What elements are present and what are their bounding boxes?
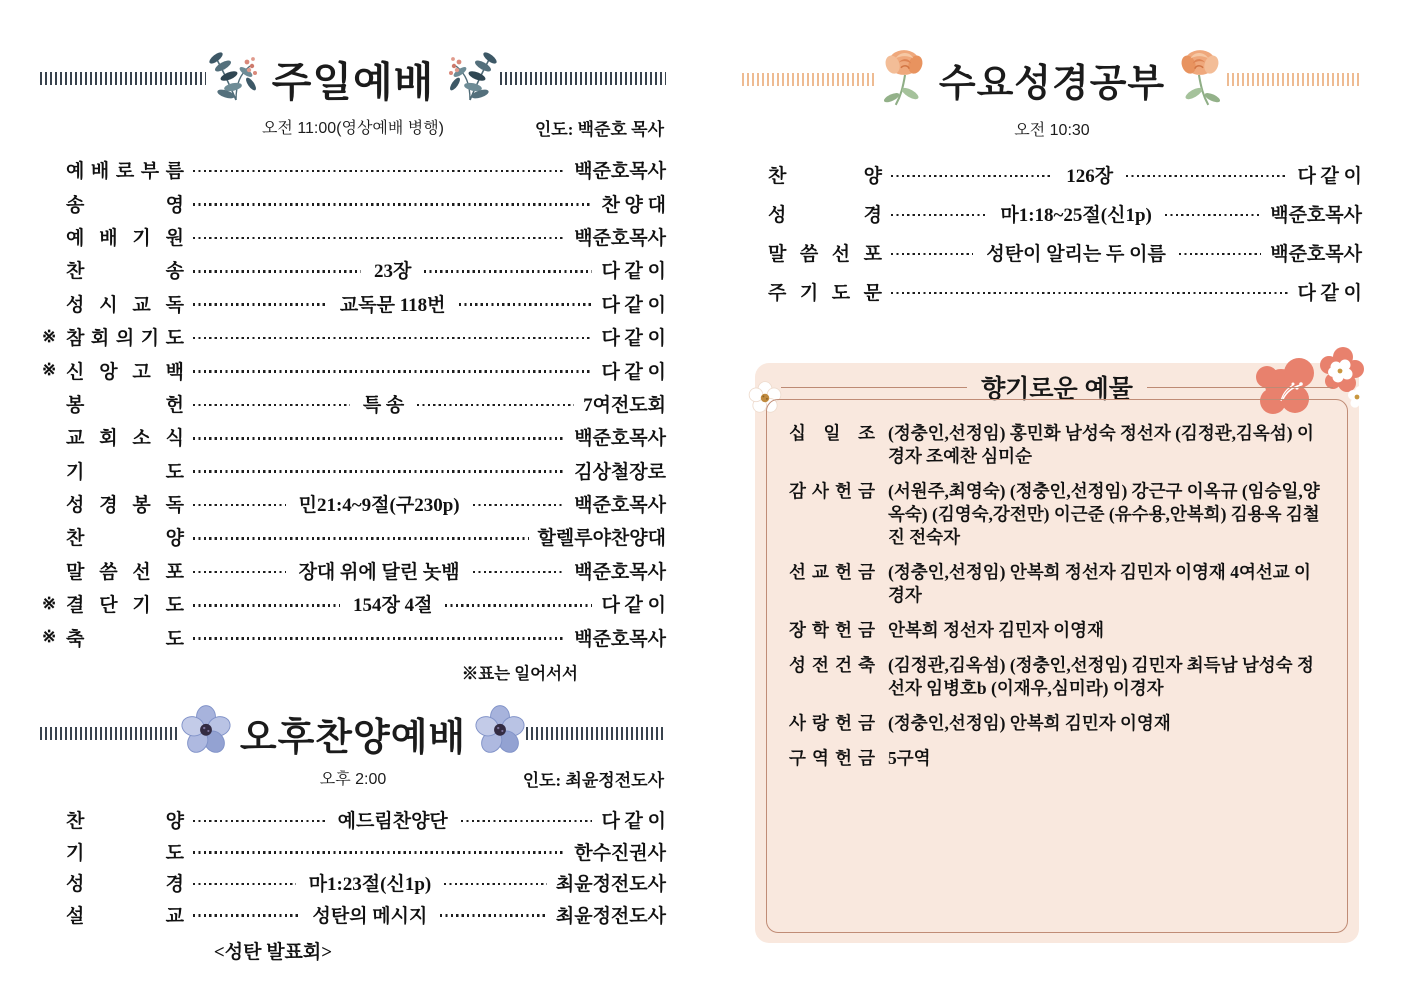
dotted-leader [193,303,327,306]
offering-item [789,747,1327,770]
dotted-leader [440,914,547,917]
service-row [40,867,666,899]
service-item-detail: 마1:23절(신1p) [308,874,432,896]
service-row [40,186,666,219]
christmas-presentation-note: <성탄 발표회> [213,941,333,963]
dotted-leader [891,253,973,256]
service-row [742,194,1362,233]
dotted-leader [193,820,325,823]
service-item-label: 교 회 소 식 [66,428,184,450]
service-row [40,454,666,487]
dotted-leader [461,820,593,823]
service-row [40,287,666,320]
service-item-person: 백준호목사 [1270,244,1362,265]
title-rule [1147,387,1333,388]
offering-item [789,654,1327,700]
service-item-label: 성 경 봉 독 [66,495,184,517]
service-item-label: 기 도 [66,842,184,864]
study-time: 오전 10:30 [1014,122,1090,139]
service-row [40,387,666,420]
stripe-divider [40,72,206,85]
service-item-detail: 장대 위에 달린 놋뱀 [298,561,460,583]
blue-flower-icon [474,705,526,762]
dotted-leader [417,404,574,407]
service-row [40,253,666,286]
afternoon-service-title: 오후찬양예배 [239,716,467,759]
offering-item [789,561,1327,607]
service-item-label: 찬 양 [768,166,882,187]
service-row [40,153,666,186]
leaf-branch-icon [206,46,264,111]
service-item-person: 다 같 이 [601,811,666,833]
dotted-leader [424,270,592,273]
service-item-person: 최윤정전도사 [555,905,666,927]
offering-type-label: 사 랑 헌 금 [789,713,875,733]
service-item-person: 7여전도회 [583,394,667,416]
dotted-leader [1179,253,1261,256]
service-item-person: 찬 양 대 [601,194,666,216]
service-row [40,587,666,620]
stripe-divider [1227,73,1362,86]
standing-mark: ※ [42,593,57,613]
service-item-label: 말 씀 선 포 [768,244,882,265]
service-item-label: 주 기 도 문 [768,283,882,304]
dotted-leader [193,470,565,473]
service-row [742,233,1362,272]
dotted-leader [891,292,1288,295]
service-item-detail: 154장 4절 [352,595,433,617]
dotted-leader [193,537,529,540]
service-item-label: 성 경 [768,205,882,226]
afternoon-service-section [40,705,666,964]
dotted-leader [193,914,300,917]
sunday-service-order [40,153,666,654]
dotted-leader [891,175,1053,178]
standing-note: ※표는 일어서서 [461,663,578,683]
service-item-person: 최윤정전도사 [555,874,666,896]
service-item-person: 백준호목사 [574,161,666,183]
service-row [40,554,666,587]
afternoon-service-order [40,804,666,930]
wednesday-study-subheader [742,117,1362,145]
offering-names: (김정관,김옥섬) (정충인,선정임) 김민자 최득남 남성숙 정선자 임병호b (이재우,심미라) 이경자 [888,655,1314,698]
service-item-label: 성 시 교 독 [66,294,184,316]
service-item-label: 신 앙 고 백 [66,361,184,383]
service-item-label: 송 영 [66,194,184,216]
stripe-divider [500,72,666,85]
service-item-label: 말 씀 선 포 [66,561,184,583]
service-item-person: 백준호목사 [574,428,666,450]
service-item-detail: 23장 [374,261,412,283]
service-row [40,835,666,867]
service-row [742,272,1362,311]
dotted-leader [193,604,340,607]
dotted-leader [891,214,987,217]
afternoon-service-subheader [40,766,666,794]
offering-item [789,619,1327,642]
dotted-leader [193,883,296,886]
leaf-branch-icon [442,46,500,111]
offering-names: (서원주,최영숙) (정충인,선정임) 강근구 이옥규 (임승일,양옥숙) (김영숙,강전만) 이근준 (유수용,안복희) 김용옥 김철진 전숙자 [888,481,1320,547]
orange-flower-icon [877,46,931,113]
offering-names: (정충인,선정임) 안복희 김민자 이영재 [888,713,1171,733]
sunday-service-header [40,46,666,111]
dotted-leader [193,504,286,507]
offering-type-label: 구 역 헌 금 [789,748,875,768]
service-item-detail: 예드림찬양단 [337,811,448,833]
wednesday-study-header [742,46,1362,113]
service-row [40,220,666,253]
service-item-person: 다 같 이 [601,328,666,350]
afternoon-service-header [40,705,666,762]
service-item-person: 백준호목사 [574,628,666,650]
dotted-leader [193,571,286,574]
dotted-leader [193,203,592,206]
stripe-divider [40,727,180,740]
service-row [40,487,666,520]
dotted-leader [193,437,565,440]
offering-item [789,422,1327,468]
dotted-leader [193,170,565,173]
standing-mark: ※ [42,627,57,647]
offering-names: 안복희 정선자 김민자 이영재 [888,620,1104,640]
sunday-service-subheader [40,115,666,143]
dotted-leader [473,504,566,507]
dotted-leader [193,637,565,640]
service-item-person: 다 같 이 [601,261,667,283]
service-row [742,155,1362,194]
dotted-leader [193,404,350,407]
service-item-detail: 성탄의 메시지 [312,905,428,927]
standing-mark: ※ [42,326,57,346]
service-item-label: 찬 양 [66,811,184,833]
service-item-label: 기 도 [66,461,184,483]
service-item-person: 김상철장로 [574,461,666,483]
offering-names: (정충인,선정임) 안복희 정선자 김민자 이영재 4여선교 이경자 [888,562,1311,605]
offering-title: 향기로운 예물 [981,375,1133,403]
service-row [40,353,666,386]
service-leader: 인도: 백준호 목사 [534,120,664,139]
service-leader: 인도: 최윤정전도사 [522,770,664,790]
dotted-leader [473,571,566,574]
service-item-label: 결 단 기 도 [66,595,184,617]
service-time: 오전 11:00(영상예배 병행) [261,120,445,137]
dotted-leader [445,604,592,607]
title-rule [781,387,967,388]
service-item-person: 백준호목사 [1270,205,1362,226]
service-item-label: 축 도 [66,628,184,650]
service-item-person: 백준호목사 [574,561,666,583]
standing-mark: ※ [42,360,57,380]
service-item-detail: 특 송 [362,394,405,416]
dotted-leader [193,270,361,273]
service-row [40,898,666,930]
service-item-person: 다 같 이 [601,294,666,316]
offering-type-label: 선 교 헌 금 [789,562,875,582]
service-item-label: 예 배 로 부 름 [66,161,184,183]
service-item-person: 다 같 이 [1297,283,1362,304]
service-row [40,420,666,453]
dotted-leader [1165,214,1261,217]
service-item-person: 백준호목사 [574,495,666,517]
service-row [40,804,666,836]
offering-list [766,399,1348,933]
blue-flower-icon [180,705,232,762]
offering-type-label: 십 일 조 [789,423,875,443]
orange-flower-icon [1173,46,1227,113]
offering-names: (정충인,선정임) 홍민화 남성숙 정선자 (김정관,김옥섬) 이경자 조예찬 심미순 [888,423,1314,466]
offering-item [789,480,1327,549]
dotted-leader [444,883,547,886]
service-item-label: 찬 양 [66,528,184,550]
service-item-detail: 교독문 118번 [339,294,446,316]
stripe-divider [742,73,877,86]
service-item-label: 예 배 기 원 [66,227,184,249]
service-item-detail: 126장 [1066,166,1114,187]
service-row [40,520,666,553]
offering-type-label: 장 학 헌 금 [789,620,875,640]
service-item-detail: 마1:18~25절(신1p) [1000,205,1152,226]
service-item-label: 성 경 [66,874,184,896]
service-item-label: 참 회 의 기 도 [66,328,184,350]
offering-type-label: 감 사 헌 금 [789,481,875,501]
service-item-person: 한수진권사 [574,842,666,864]
service-item-label: 봉 헌 [66,394,184,416]
right-page [742,46,1362,943]
stripe-divider [526,727,666,740]
dotted-leader [193,237,565,240]
service-item-label: 찬 송 [66,261,184,283]
dotted-leader [193,851,565,854]
service-time: 오후 2:00 [319,770,387,788]
service-item-detail: 성탄이 알리는 두 이름 [986,244,1166,265]
service-item-person: 할렐루야찬양대 [537,528,666,550]
service-item-label: 설 교 [66,905,184,927]
service-item-person: 다 같 이 [1297,166,1363,187]
sunday-service-title: 주일예배 [271,59,435,105]
service-item-person: 백준호목사 [574,227,666,249]
service-item-person: 다 같 이 [601,361,666,383]
offering-names: 5구역 [888,748,931,768]
offering-type-label: 성 전 건 축 [789,655,875,675]
service-row [40,320,666,353]
service-row [40,620,666,653]
service-item-person: 다 같 이 [601,595,666,617]
wednesday-study-order [742,155,1362,311]
wednesday-study-title: 수요성경공부 [938,63,1166,105]
left-page [40,46,666,964]
dotted-leader [193,370,592,373]
offering-box [755,363,1359,943]
dotted-leader [459,303,593,306]
offering-item [789,712,1327,735]
service-item-detail: 민21:4~9절(구230p) [298,495,460,517]
dotted-leader [193,337,592,340]
dotted-leader [1126,175,1288,178]
